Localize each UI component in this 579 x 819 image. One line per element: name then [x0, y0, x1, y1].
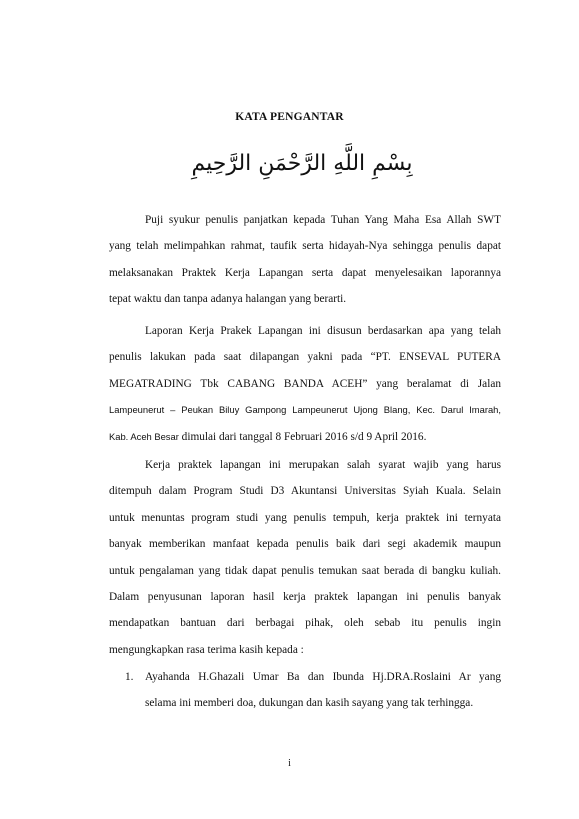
- paragraph-line: ditempuh dalam Program Studi D3 Akuntansi Universitas Syiah Kuala. Selain: [109, 485, 501, 498]
- paragraph-2: [109, 318, 501, 450]
- paragraph-line: penulis lakukan pada saat dilapangan yakni pada “PT. ENSEVAL PUTERA: [109, 351, 501, 364]
- address-district: Kab. Aceh Besar: [109, 430, 179, 442]
- paragraph-line: Kerja praktek lapangan ini merupakan salah syarat wajib yang harus: [145, 459, 501, 471]
- paragraph-line: mendapatkan bantuan dari berbagai pihak, oleh sebab itu penulis ingin: [109, 617, 501, 630]
- paragraph-line: Puji syukur penulis panjatkan kepada Tuhan Yang Maha Esa Allah SWT: [145, 214, 501, 226]
- paragraph-line: melaksanakan Praktek Kerja Lapangan serta dapat menyelesaikan laporannya: [109, 266, 501, 279]
- paragraph-line: banyak memberikan manfaat kepada penulis baik dari segi akademik maupun: [109, 538, 501, 551]
- list-item-number: 1.: [125, 671, 134, 683]
- list-item-line: Ayahanda H.Ghazali Umar Ba dan Ibunda Hj.DRA.Roslaini Ar yang: [145, 671, 501, 683]
- basmala-calligraphy: [191, 136, 413, 186]
- paragraph-line: Laporan Kerja Prakek Lapangan ini disusun berdasarkan apa yang telah: [145, 325, 501, 337]
- paragraph-line: mengungkapkan rasa terima kasih kepada :: [109, 643, 304, 656]
- paragraph-1: [109, 207, 501, 313]
- paragraph-3: [109, 452, 501, 663]
- address-line: Lampeunerut – Peukan Biluy Gampong Lampeunerut Ujong Blang, Kec. Darul Imarah,: [109, 404, 501, 416]
- page-number: i: [288, 758, 291, 769]
- page-title: KATA PENGANTAR: [235, 111, 344, 123]
- list-item-line: selama ini memberi doa, dukungan dan kasih sayang yang tak terhingga.: [145, 697, 474, 710]
- paragraph-line: untuk pengalaman yang tidak dapat penulis temukan saat berada di bangku kuliah.: [109, 564, 501, 577]
- thanks-list: [125, 664, 501, 718]
- paragraph-line: untuk menuntas program studi yang penulis tempuh, kerja praktek ini ternyata: [109, 511, 501, 524]
- svg-text:بِسْمِ اللَّهِ الرَّحْمَنِ الر: بِسْمِ اللَّهِ الرَّحْمَنِ الرَّحِيمِ: [191, 151, 413, 176]
- paragraph-line: yang telah melimpahkan rahmat, taufik serta hidayah-Nya sehingga penulis dapat: [109, 240, 501, 253]
- list-item: [145, 664, 501, 717]
- paragraph-line: MEGATRADING Tbk CABANG BANDA ACEH” yang beralamat di Jalan: [109, 377, 501, 390]
- paragraph-line: tepat waktu dan tanpa adanya halangan yang berarti.: [109, 293, 347, 306]
- paragraph-line: Kab. Aceh Besar dimulai dari tanggal 8 Februari 2016 s/d 9 April 2016.: [109, 430, 427, 443]
- paragraph-line: Dalam penyusunan laporan hasil kerja praktek lapangan ini penulis banyak: [109, 590, 501, 603]
